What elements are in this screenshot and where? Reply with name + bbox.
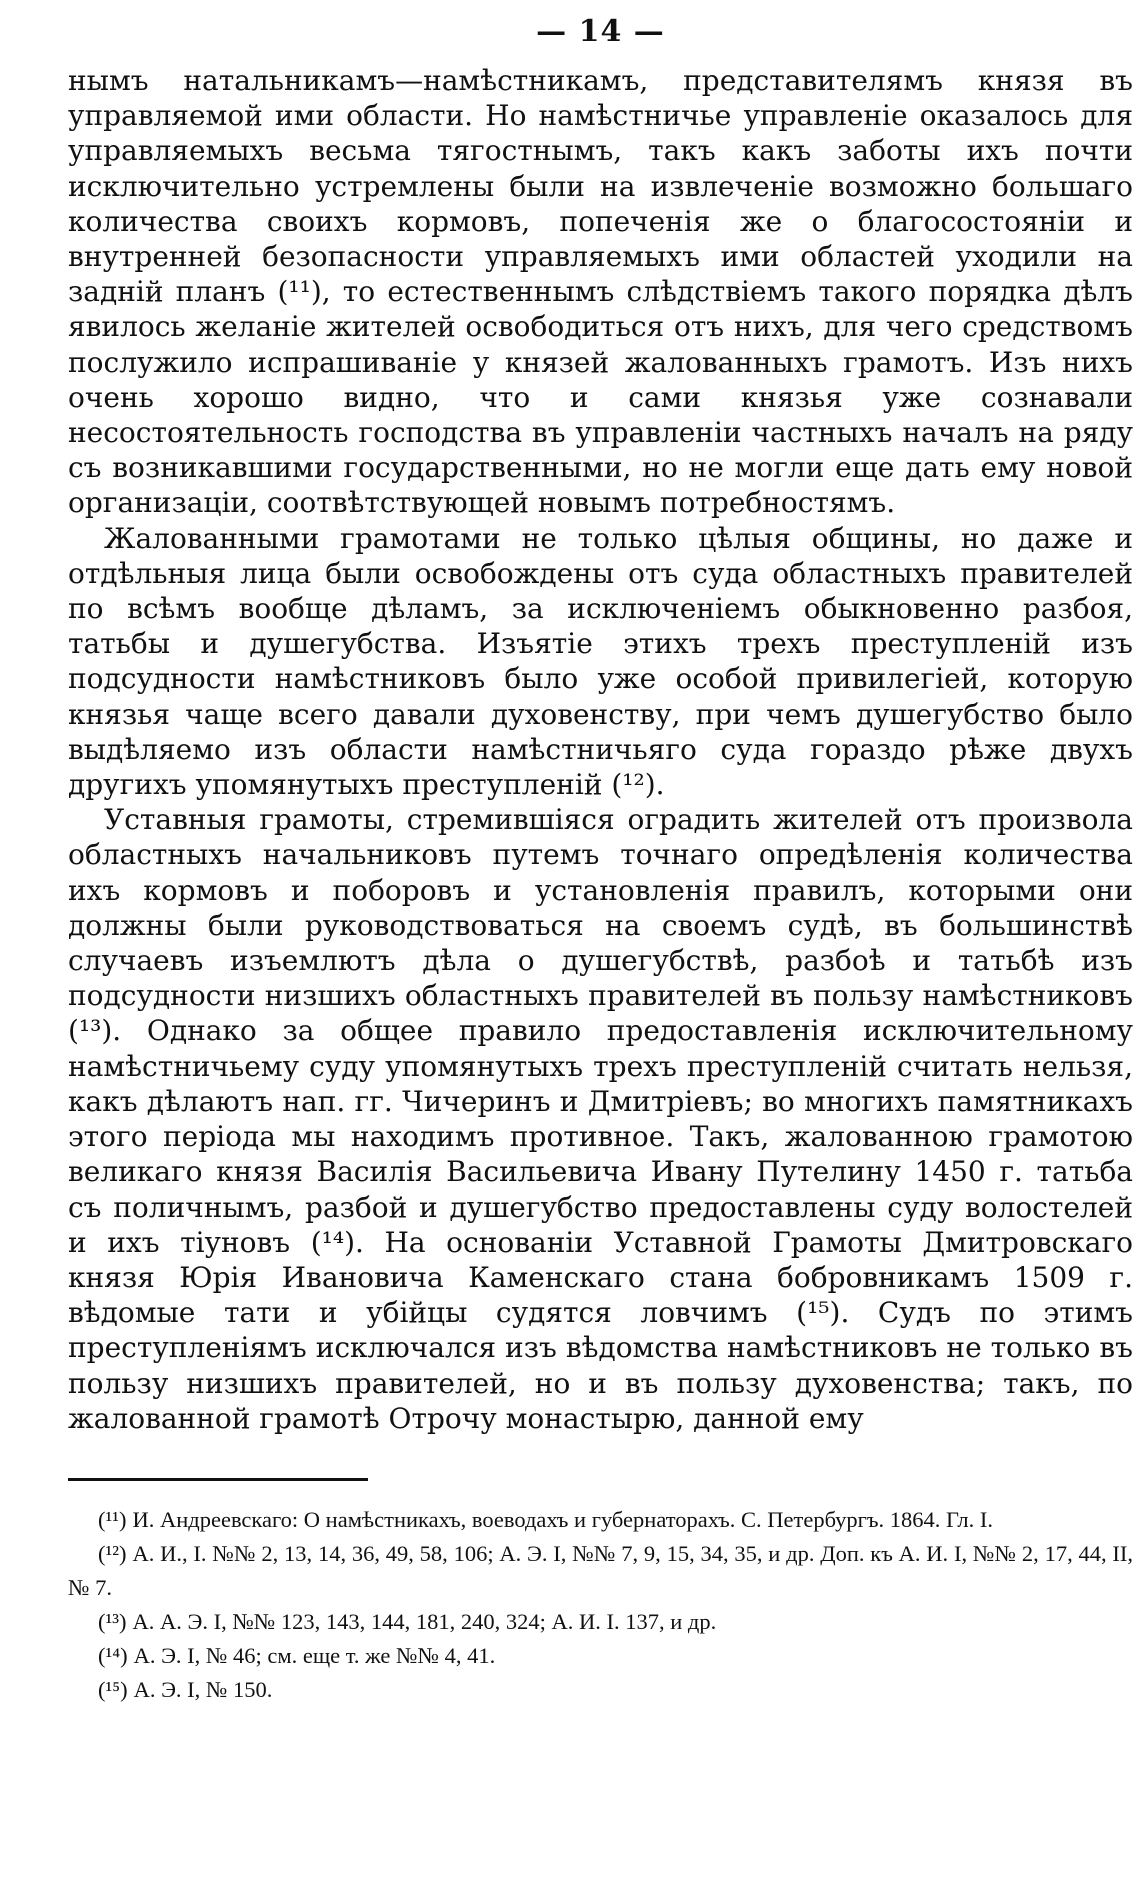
- footnote-14: [68, 1639, 1133, 1673]
- paragraph-2: Жалованными грамотами не только цѣлыя общины, но даже и отдѣльныя лица были освобождены отъ суда областныхъ правителей по всѣмъ вообще дѣламъ, за исключеніемъ обыкновенно разбоя, татьбы и душегубства. Изъятіе этихъ трехъ преступленій изъ подсудности намѣстниковъ было уже особой привилегіей, которую князья чаще всего давали духовенству, при чемъ душегубство было выдѣляемо изъ области намѣстничьяго суда гораздо рѣже двухъ другихъ упомянутыхъ преступленій (¹²).: [68, 521, 1133, 802]
- footnote-11: [68, 1503, 1133, 1537]
- footnote-text: А. И., I. №№ 2, 13, 14, 36, 49, 58, 106; А. Э. I, №№ 7, 9, 15, 34, 35, и др. Доп. къ А. И. I, №№ 2, 17, 44, II, № 7.: [68, 1540, 1133, 1600]
- footnote-mark: (¹²): [98, 1540, 127, 1566]
- footnote-text: А. Э. I, № 46; см. еще т. же №№ 4, 41.: [133, 1642, 496, 1668]
- paragraph-1: нымъ натальникамъ—намѣстникамъ, представителямъ князя въ управляемой ими области. Но намѣстничье управленіе оказалось для управляемыхъ весьма тягостнымъ, такъ какъ заботы ихъ почти исключительно устремлены были на извлеченіе возможно большаго количества своихъ кормовъ, попеченія же о благосостояніи и внутренней безопасности управляемыхъ ими областей уходили на задній планъ (¹¹), то естественнымъ слѣдствіемъ такого порядка дѣлъ явилось желаніе жителей освободиться отъ нихъ, для чего средствомъ послужило испрашиваніе у князей жалованныхъ грамотъ. Изъ нихъ очень хорошо видно, что и сами князья уже сознавали несостоятельность господства въ управленіи частныхъ началъ на ряду съ возникавшими государственными, но не могли еще дать ему новой организаціи, соотвѣтствующей новымъ потребностямъ.: [68, 64, 1133, 520]
- footnote-mark: (¹⁵): [98, 1676, 128, 1702]
- footnote-mark: (¹⁴): [98, 1642, 128, 1668]
- footnote-15: [68, 1673, 1133, 1707]
- footnote-12: [68, 1537, 1133, 1605]
- footnote-text: А. Э. I, № 150.: [133, 1676, 273, 1702]
- footnote-mark: (¹³): [98, 1608, 127, 1634]
- page: [68, 14, 1133, 1707]
- page-number: — 14 —: [536, 14, 665, 49]
- paragraph-3: Уставныя грамоты, стремившіяся оградить жителей отъ произвола областныхъ начальниковъ путемъ точнаго опредѣленія количества ихъ кормовъ и поборовъ и установленія правилъ, которыми они должны были руководствоваться на своемъ судѣ, въ большинствѣ случаевъ изъемлютъ дѣла о душегубствѣ, разбоѣ и татьбѣ изъ подсудности низшихъ областныхъ правителей въ пользу намѣстниковъ (¹³). Однако за общее правило предоставленія исключительному намѣстничьему суду упомянутыхъ трехъ преступленій считать нельзя, какъ дѣлаютъ нап. гг. Чичеринъ и Дмитріевъ; во многихъ памятникахъ этого періода мы находимъ противное. Такъ, жалованною грамотою великаго князя Василія Васильевича Ивану Путелину 1450 г. татьба съ поличнымъ, разбой и душегубство предоставлены суду волостелей и ихъ тіуновъ (¹⁴). На основаніи Уставной Грамоты Дмитровскаго князя Юрія Ивановича Каменскаго стана бобровникамъ 1509 г. вѣдомые тати и убійцы судятся ловчимъ (¹⁵). Судъ по этимъ преступленіямъ исключался изъ вѣдомства намѣстниковъ не только въ пользу низшихъ правителей, но и въ пользу духовенства; такъ, по жалованной грамотѣ Отрочу монастырю, данной ему: [68, 803, 1133, 1435]
- footnote-text: И. Андреевскаго: О намѣстникахъ, воеводахъ и губернаторахъ. С. Петербургъ. 1864. Гл. I.: [132, 1506, 993, 1532]
- body-text: [68, 63, 1133, 1436]
- footnote-separator: [68, 1478, 368, 1481]
- footnote-text: А. А. Э. I, №№ 123, 143, 144, 181, 240, 324; А. И. I. 137, и др.: [132, 1608, 717, 1634]
- footnotes: [68, 1503, 1133, 1707]
- footnote-13: [68, 1605, 1133, 1639]
- footnote-mark: (¹¹): [98, 1506, 127, 1532]
